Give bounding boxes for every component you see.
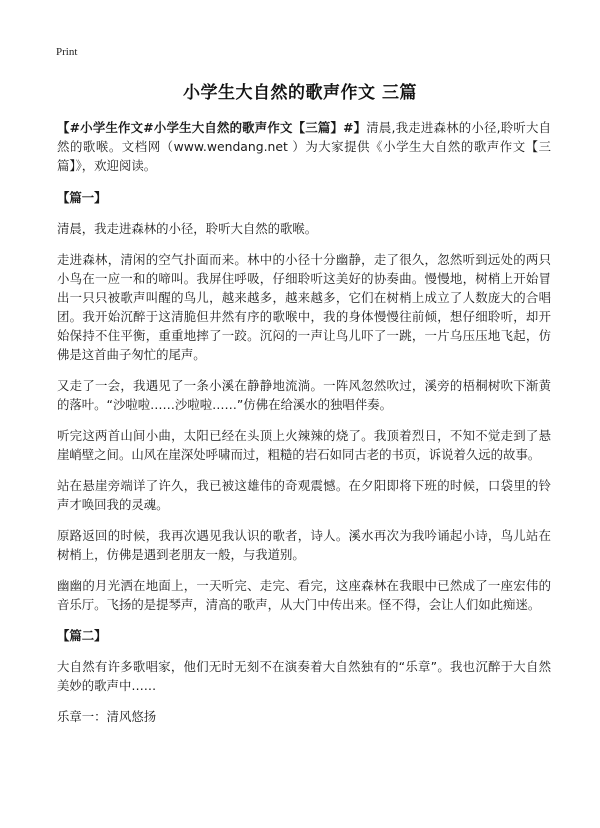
paragraph: 清晨，我走进森林的小径，聆听大自然的歌喉。 xyxy=(57,221,318,236)
paragraph: 又走了一会，我遇见了一条小溪在静静地流淌。一阵风忽然吹过，溪旁的梧桐树吹下渐黄的落叶。“沙啦啦……沙啦啦……”仿佛在给溪水的独唱伴奏。 xyxy=(57,378,551,412)
section-heading-1: 【篇一】 xyxy=(57,190,107,205)
paragraph: 乐章一：清风悠扬 xyxy=(57,709,157,724)
page-title: 小学生大自然的歌声作文 三篇 xyxy=(183,83,417,103)
print-label: Print xyxy=(56,46,78,58)
article-body xyxy=(57,118,551,738)
intro-paragraph xyxy=(57,118,551,175)
paragraph: 站在悬崖旁端详了许久，我已被这雄伟的奇观震憾。在夕阳即将下班的时候，口袋里的铃声才唤回我的灵魂。 xyxy=(57,478,551,512)
intro-tag: 【#小学生作文#小学生大自然的歌声作文【三篇】#】 xyxy=(57,120,367,135)
intro-text: 清晨,我走进森林的小径,聆听大自然的歌喉。文档网（www.wendang.net ）为大家提供《小学生大自然的歌声作文【三篇】》，欢迎阅读。 xyxy=(57,120,551,173)
paragraph: 走进森林，清闲的空气扑面而来。林中的小径十分幽静，走了很久，忽然听到远处的两只小鸟在一应一和的啼叫。我屏住呼吸，仔细聆听这美好的协奏曲。慢慢地，树梢上开始冒出一只只被歌声叫醒的鸟儿，越来越多，越来越多，它们在树梢上成立了人数庞大的合唱团。我开始沉醉于这清脆但井然有序的歌喉中，我的身体慢慢往前倾，想仔细聆听，却开始保持不住平衡，重重地摔了一跤。沉闷的一声让鸟儿吓了一跳，一片乌压压地飞起，仿佛是这首曲子匆忙的尾声。 xyxy=(57,252,551,362)
paragraph: 原路返回的时候，我再次遇见我认识的歌者，诗人。溪水再次为我吟诵起小诗，鸟儿站在树梢上，仿佛是遇到老朋友一般，与我道别。 xyxy=(57,528,551,562)
paragraph: 听完这两首山间小曲，太阳已经在头顶上火辣辣的烧了。我顶着烈日，不知不觉走到了悬崖峭壁之间。山风在崖深处呼啸而过，粗糙的岩石如同古老的书页，诉说着久远的故事。 xyxy=(57,428,551,462)
paragraph: 大自然有许多歌唱家，他们无时无刻不在演奏着大自然独有的“乐章”。我也沉醉于大自然美妙的歌声中…… xyxy=(57,659,551,693)
section-heading-2: 【篇二】 xyxy=(57,628,107,643)
paragraph: 幽幽的月光洒在地面上，一天听完、走完、看完，这座森林在我眼中已然成了一座宏伟的音乐厅。飞扬的是提琴声，清高的歌声，从大门中传出来。怪不得，会让人们如此痴迷。 xyxy=(57,578,551,612)
